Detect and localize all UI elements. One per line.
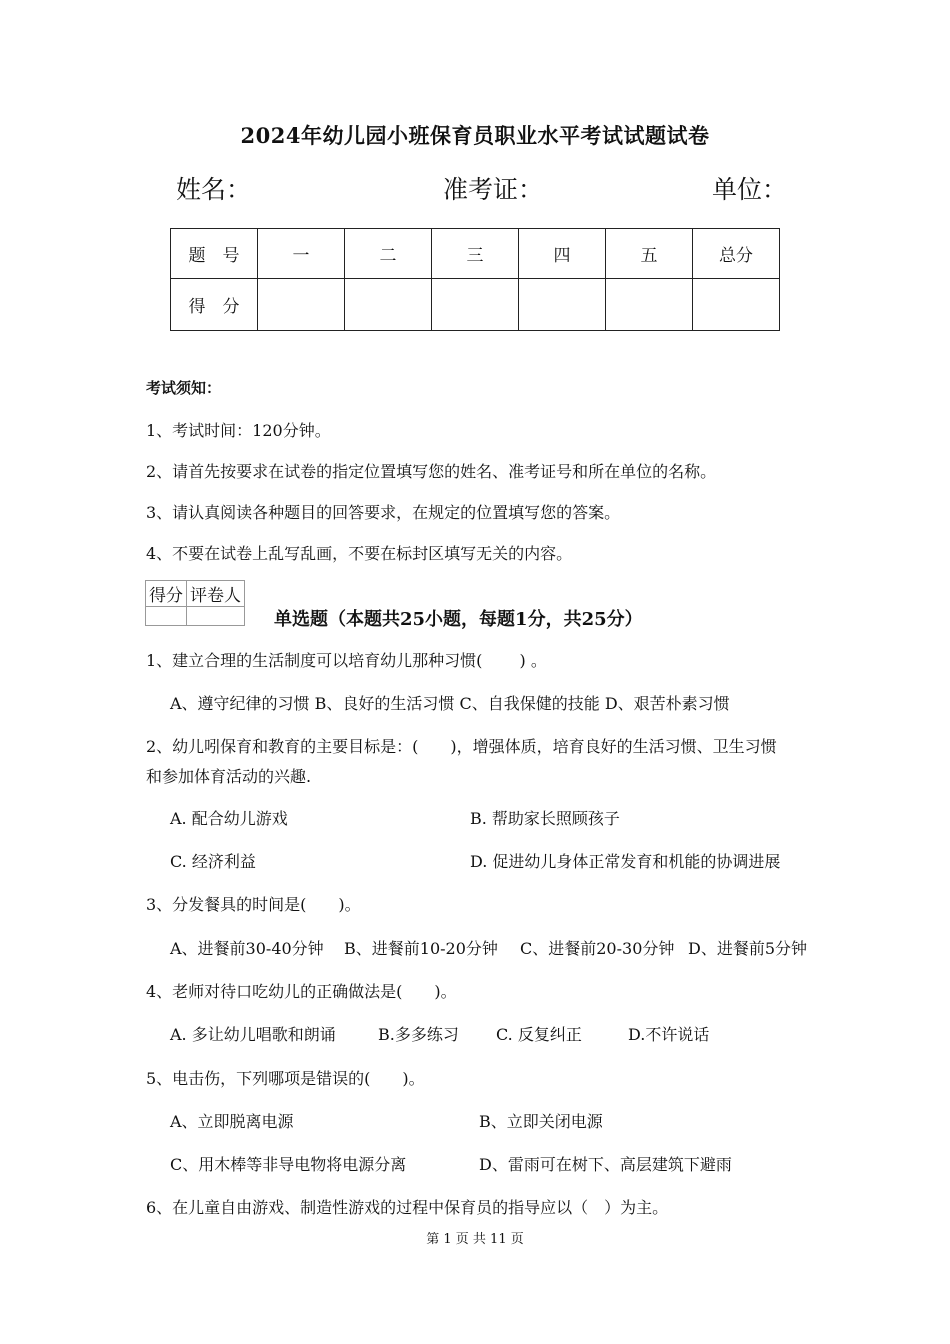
page-footer: 第 1 页 共 11 页 bbox=[426, 1232, 524, 1247]
score-cell bbox=[432, 279, 519, 331]
question-stem: 3、分发餐具的时间是( )。 bbox=[146, 895, 361, 914]
option-d: D、雷雨可在树下、高层建筑下避雨 bbox=[479, 1155, 732, 1174]
question-options: A、遵守纪律的习惯 B、良好的生活习惯 C、自我保健的技能 D、艰苦朴素习惯 bbox=[170, 694, 730, 713]
question-number-label: 题 号 bbox=[171, 229, 258, 279]
score-cell bbox=[606, 279, 693, 331]
question-stem: 4、老师对待口吃幼儿的正确做法是( )。 bbox=[146, 982, 457, 1001]
question-stem: 6、在儿童自由游戏、制造性游戏的过程中保育员的指导应以（ ）为主。 bbox=[146, 1198, 669, 1217]
option-d: D、进餐前5分钟 bbox=[688, 939, 808, 958]
option-d: D.不许说话 bbox=[628, 1025, 710, 1044]
option-a: A. 配合幼儿游戏 bbox=[170, 809, 288, 828]
column-header: 二 bbox=[345, 229, 432, 279]
score-table-header-row bbox=[171, 229, 780, 279]
question-stem: 1、建立合理的生活制度可以培育幼儿那种习惯( ) 。 bbox=[146, 651, 547, 670]
score-table-score-row bbox=[171, 279, 780, 331]
option-c: C、用木棒等非导电物将电源分离 bbox=[170, 1155, 407, 1174]
note-item: 2、请首先按要求在试卷的指定位置填写您的姓名、准考证号和所在单位的名称。 bbox=[146, 462, 717, 481]
option-a: A. 多让幼儿唱歌和朗诵 bbox=[170, 1025, 336, 1044]
question-stem: 2、幼儿吲保育和教育的主要目标是：( )，增强体质，培育良好的生活习惯、卫生习惯 bbox=[146, 737, 777, 756]
grader-score-label: 得分 bbox=[146, 581, 187, 607]
name-field-label: 姓名： bbox=[176, 175, 252, 204]
score-table bbox=[170, 228, 780, 331]
score-cell bbox=[345, 279, 432, 331]
exam-id-field-label: 准考证： bbox=[443, 175, 544, 204]
option-b: B.多多练习 bbox=[378, 1025, 459, 1044]
notes-heading: 考试须知： bbox=[146, 379, 222, 397]
option-a: A、立即脱离电源 bbox=[170, 1112, 294, 1131]
column-header: 四 bbox=[519, 229, 606, 279]
grader-box bbox=[145, 580, 245, 626]
option-a: A、进餐前30-40分钟 bbox=[170, 939, 324, 958]
option-b: B、立即关闭电源 bbox=[479, 1112, 603, 1131]
page-title: 2024年幼儿园小班保育员职业水平考试试题试卷 bbox=[240, 123, 710, 148]
option-b: B. 帮助家长照顾孩子 bbox=[470, 809, 620, 828]
option-c: C. 反复纠正 bbox=[496, 1025, 582, 1044]
section-title: 单选题（本题共25小题，每题1分，共25分） bbox=[274, 609, 643, 630]
grader-score-cell bbox=[146, 607, 187, 626]
score-cell bbox=[258, 279, 345, 331]
column-header: 三 bbox=[432, 229, 519, 279]
note-item: 3、请认真阅读各种题目的回答要求，在规定的位置填写您的答案。 bbox=[146, 503, 621, 522]
column-header: 总分 bbox=[693, 229, 780, 279]
question-stem-continued: 和参加体育活动的兴趣. bbox=[146, 767, 312, 786]
grader-name-cell bbox=[187, 607, 245, 626]
score-cell bbox=[693, 279, 780, 331]
unit-field-label: 单位： bbox=[712, 175, 788, 204]
option-c: C、进餐前20-30分钟 bbox=[520, 939, 675, 958]
note-item: 4、不要在试卷上乱写乱画，不要在标封区填写无关的内容。 bbox=[146, 544, 573, 563]
score-cell bbox=[519, 279, 606, 331]
option-d: D. 促进幼儿身体正常发育和机能的协调进展 bbox=[470, 852, 781, 871]
option-c: C. 经济利益 bbox=[170, 852, 256, 871]
column-header: 五 bbox=[606, 229, 693, 279]
score-label: 得 分 bbox=[171, 279, 258, 331]
option-b: B、进餐前10-20分钟 bbox=[344, 939, 498, 958]
grader-name-label: 评卷人 bbox=[187, 581, 245, 607]
question-stem: 5、电击伤，下列哪项是错误的( )。 bbox=[146, 1069, 425, 1088]
note-item: 1、考试时间：120分钟。 bbox=[146, 421, 331, 440]
column-header: 一 bbox=[258, 229, 345, 279]
